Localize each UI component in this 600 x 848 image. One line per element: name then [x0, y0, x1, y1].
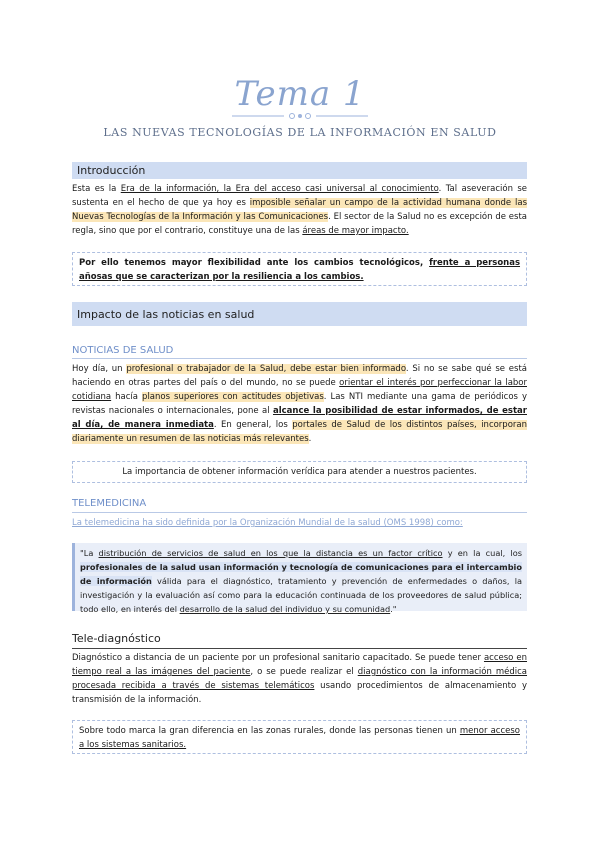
telemedicina-section-label: TELEMEDICINA — [72, 498, 147, 509]
noticias-section-label: NOTICIAS DE SALUD — [72, 345, 174, 356]
text-run: ." — [390, 604, 397, 614]
text-run-underlined: acceso en tiempo real a las imágenes del paciente — [72, 653, 528, 677]
impacto-heading: Impacto de las noticias en salud — [77, 307, 255, 321]
text-run: usando procedimientos de almacenamiento y transmisión de la información. — [72, 681, 527, 705]
text-run-bold: profesionales de la salud usan información y tecnología de comunicaciones para el intercambio de información — [80, 562, 522, 586]
text-run-bold: Por ello tenemos mayor flexibilidad ante los cambios tecnológicos, — [79, 258, 430, 268]
intro-heading: Introducción — [77, 164, 146, 177]
page-subtitle: LAS NUEVAS TECNOLOGÍAS DE LA INFORMACIÓN EN SALUD — [103, 126, 497, 139]
heading-rule — [72, 648, 527, 649]
text-run: Diagnóstico a distancia de un paciente por un profesional sanitario capacitado. Se puede tener — [72, 653, 484, 663]
text-run-highlighted: imposible señalar un campo de la actividad humana donde las Nuevas Tecnologías de la Información y las Comunicaciones — [72, 198, 528, 222]
section-rule — [72, 512, 527, 513]
text-run-underlined: menor acceso a los sistemas sanitarios. — [79, 726, 520, 750]
text-run-underlined: desarrollo de la salud del individuo y su comunidad — [179, 604, 391, 614]
text-run: . Si no se sabe qué se está haciendo en otras partes del país o del mundo, no se puede — [72, 364, 527, 388]
text-run: . — [308, 434, 312, 444]
telemedicina-lead: La telemedicina ha sido definida por la Organización Mundial de la salud (OMS 1998) como: — [72, 518, 463, 528]
text-run-highlighted: planos superiores con actitudes objetivas — [142, 392, 324, 402]
telemedicina-quote — [72, 543, 527, 614]
intro-heading-bar — [72, 162, 527, 179]
text-run-underlined: Era de la información, la Era del acceso casi universal al conocimiento — [120, 184, 439, 194]
telediagnostico-heading: Tele-diagnóstico — [72, 632, 161, 645]
intro-paragraph — [72, 182, 527, 238]
text-run: Sobre todo marca la gran diferencia en las zonas rurales, donde las personas tienen un — [79, 726, 460, 736]
callout-text: La importancia de obtener información verídica para atender a nuestros pacientes. — [122, 467, 477, 477]
telediagnostico-callout-box — [72, 720, 527, 754]
text-run: Esta es la — [72, 184, 121, 194]
text-run: Hoy día, un — [72, 364, 127, 374]
text-run-underlined: alcance la posibilidad de estar informados, de estar al día, de manera inmediata — [72, 406, 527, 430]
text-run: . En general, los — [213, 420, 293, 430]
text-run: . Las NTI mediante una gama de periódicos y revistas nacionales o internacionales, pone al — [72, 392, 527, 416]
text-run-underlined: orientar el interés por perfeccionar la labor cotidiana — [72, 378, 527, 402]
page-title: Tema 1 — [234, 74, 366, 114]
impacto-heading-bar — [72, 302, 527, 326]
text-run: , o se puede realizar el — [250, 667, 358, 677]
text-run-highlighted: portales de Salud de los distintos países, incorporan diariamente un resumen de las noticias más relevantes — [72, 420, 527, 444]
text-run: . El sector de la Salud no es excepción de esta regla, sino que por el contrario, constituye una de las — [72, 212, 527, 236]
text-run: válida para el diagnóstico, tratamiento y prevención de enfermedades o daños, la investigación y la evaluación así como para la educación continuada de los proveedores de salud pública; todo ello, en interés del — [80, 576, 522, 614]
noticias-callout-box — [72, 461, 527, 483]
section-rule — [72, 358, 527, 359]
text-run-underlined: frente a personas añosas que se caracterizan por la resiliencia a los cambios. — [79, 258, 521, 282]
text-run: hacía — [111, 392, 143, 402]
intro-callout-box — [72, 252, 527, 286]
title-ornament — [232, 110, 368, 122]
noticias-paragraph — [72, 362, 527, 446]
text-run-underlined: diagnóstico con la información médica procesada recibida a través de sistemas telemáticos — [72, 667, 528, 691]
text-run: . Tal aseveración se sustenta en el hecho de que ya hoy es — [72, 184, 527, 208]
telediagnostico-paragraph — [72, 651, 527, 707]
text-run-underlined: distribución de servicios de salud en los que la distancia es un factor crítico — [98, 548, 443, 558]
text-run-underlined: áreas de mayor impacto. — [302, 226, 409, 236]
text-run: y en la cual, los — [442, 548, 522, 558]
text-run-highlighted: profesional o trabajador de la Salud, debe estar bien informado — [126, 364, 406, 374]
text-run: "La — [80, 548, 99, 558]
